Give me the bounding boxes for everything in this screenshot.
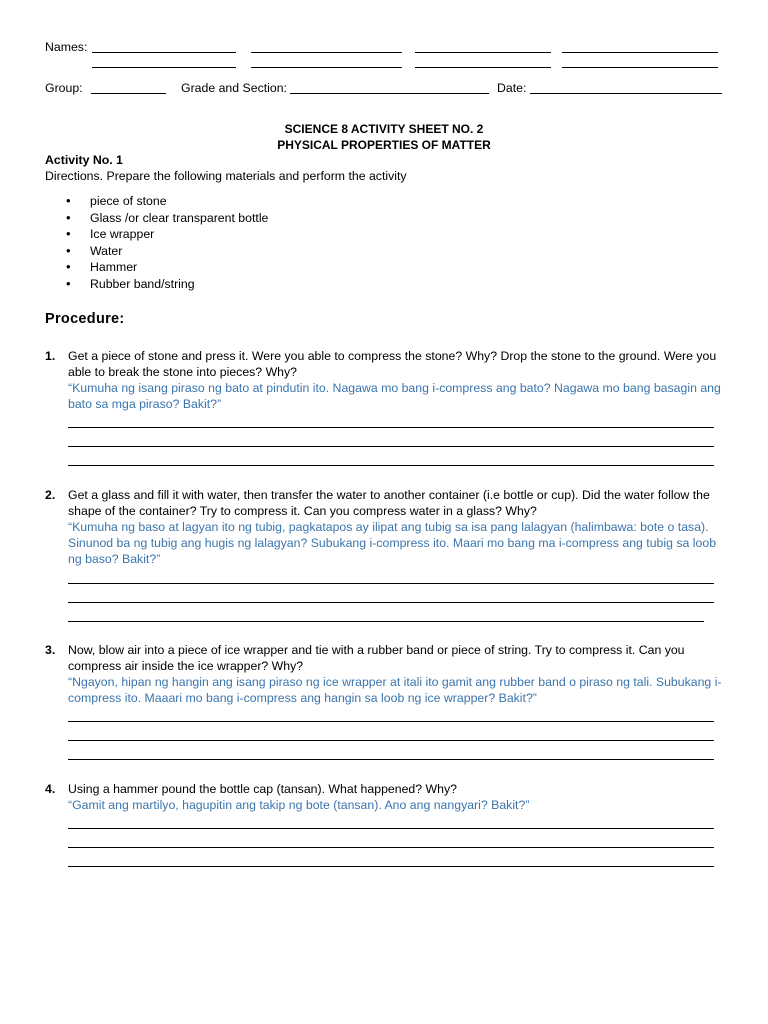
name-field-1[interactable] [92,52,236,53]
material-item: • Rubber band/string [66,276,268,293]
answer-line[interactable] [68,446,714,447]
name-field-8[interactable] [562,67,718,68]
name-field-3[interactable] [415,52,551,53]
name-field-2[interactable] [251,52,402,53]
question-number: 1. [45,349,56,363]
answer-line[interactable] [68,583,714,584]
directions-text: Directions. Prepare the following materials and perform the activity [45,169,407,183]
question-number: 3. [45,643,56,657]
name-field-4[interactable] [562,52,718,53]
question-number: 2. [45,488,56,502]
question-english: Now, blow air into a piece of ice wrapper and tie with a rubber band or piece of string. Try to compress it. Can you compress air inside the ice wrapper? Why? [68,643,685,673]
material-item: • Glass /or clear transparent bottle [66,210,268,227]
question-english: Get a piece of stone and press it. Were you able to compress the stone? Why? Drop the stone to the ground. Were you able to break the stone into pieces? Why? [68,349,717,379]
material-item: • Water [66,243,268,260]
activity-label: Activity No. 1 [45,153,123,167]
names-label: Names: [45,40,88,54]
question-number: 4. [45,782,56,796]
material-item: • piece of stone [66,193,268,210]
question-tagalog: “Kumuha ng baso at lagyan ito ng tubig, pagkatapos ay ilipat ang tubig sa isa pang lalagyan (halimbawa: bote o tasa). Sinunod ba ng tubig ang hugis ng lalagyan? Subukang i-compress ito. Maari mo bang ma i-compress ang tubig sa loob ng baso? Bakit?” [68,520,717,566]
answer-line[interactable] [68,427,714,428]
material-item: • Ice wrapper [66,226,268,243]
question-2 [45,487,725,567]
sheet-subtitle: PHYSICAL PROPERTIES OF MATTER [277,138,491,152]
question-tagalog: “Gamit ang martilyo, hagupitin ang takip ng bote (tansan). Ano ang nangyari? Bakit?” [68,798,530,812]
grade-section-field[interactable] [290,93,489,94]
answer-line[interactable] [68,602,714,603]
question-3 [45,642,725,706]
answer-line[interactable] [68,740,714,741]
date-field[interactable] [530,93,722,94]
question-4 [45,781,725,813]
answer-line[interactable] [68,847,714,848]
answer-line[interactable] [68,721,714,722]
group-field[interactable] [91,93,166,94]
material-item: • Hammer [66,259,268,276]
name-field-5[interactable] [92,67,236,68]
answer-line[interactable] [68,759,714,760]
date-label: Date: [497,81,527,95]
procedure-heading: Procedure: [45,311,125,327]
answer-line[interactable] [68,621,704,622]
question-tagalog: “Kumuha ng isang piraso ng bato at pindutin ito. Nagawa mo bang i-compress ang bato? Nagawa mo bang basagin ang bato sa mga piraso? Bakit?” [68,381,721,411]
name-field-7[interactable] [415,67,551,68]
question-english: Using a hammer pound the bottle cap (tansan). What happened? Why? [68,782,457,796]
sheet-title: SCIENCE 8 ACTIVITY SHEET NO. 2 [284,122,484,136]
group-label: Group: [45,81,83,95]
materials-list [66,193,268,293]
grade-section-label: Grade and Section: [181,81,287,95]
answer-line[interactable] [68,828,714,829]
answer-line[interactable] [68,866,714,867]
answer-line[interactable] [68,465,714,466]
question-tagalog: “Ngayon, hipan ng hangin ang isang piraso ng ice wrapper at itali ito gamit ang rubber band o piraso ng tali. Subukang i-compress ito. Maaari mo bang i-compress ang hangin sa loob ng ice wrapper? Bakit?” [68,675,722,705]
name-field-6[interactable] [251,67,402,68]
question-1 [45,348,725,412]
question-english: Get a glass and fill it with water, then transfer the water to another container (i.e bottle or cup). Did the water follow the shape of the container? Try to compress it. Can you compress water in a glass? Why? [68,488,710,518]
